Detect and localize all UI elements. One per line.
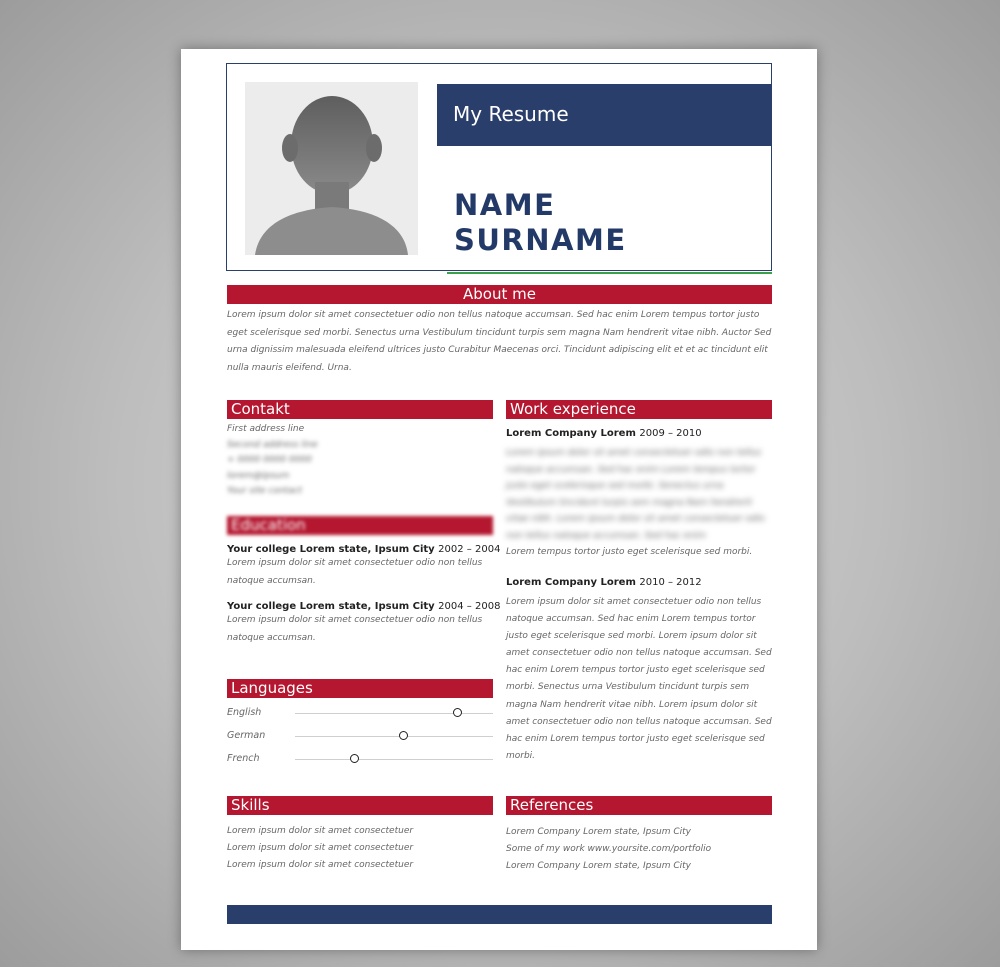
- work-heading: Work experience: [506, 400, 772, 419]
- person-silhouette-icon: [245, 82, 418, 255]
- skills-heading: Skills: [227, 796, 493, 815]
- reference-line: Lorem Company Lorem state, Ipsum City: [506, 827, 691, 837]
- contact-lines: [227, 422, 318, 500]
- language-level-knob[interactable]: [350, 754, 359, 763]
- language-level-knob[interactable]: [399, 731, 408, 740]
- reference-line: Some of my work www.yoursite.com/portfolio: [506, 844, 712, 854]
- reference-line: Lorem Company Lorem state, Ipsum City: [506, 861, 691, 871]
- work-company: Lorem Company Lorem: [506, 428, 636, 439]
- references-heading: References: [506, 796, 772, 815]
- work-entry-blurred-text: Lorem ipsum dolor sit amet consectetuer odio non tellus natoque accumsan. Sed hac enim Lorem tempus tortor justo eget scelerisque sed morbi. Senectus urna Vestibulum tincidunt turpis sem magna Nam hendrerit vitae nibh. Lorem ipsum dolor sit amet consectetuer odio non tellus natoque accumsan. Sed hac enim: [506, 448, 765, 541]
- first-name: NAME: [454, 188, 556, 222]
- language-label: German: [227, 730, 266, 741]
- skill-line: Lorem ipsum dolor sit amet consectetuer: [227, 826, 414, 836]
- contact-line: + 0000 0000 0000: [227, 455, 312, 465]
- about-text: Lorem ipsum dolor sit amet consectetuer odio non tellus natoque accumsan. Sed hac enim Lorem tempus tortor justo eget scelerisque sed morbi. Senectus urna Vestibulum tincidunt turpis sem magna Nam hendrerit vitae nibh. Auctor Sed urna dignissim malesuada eleifend ultrices justo Curabitur Maecenas orci. Tincidunt adipiscing elit et et ac tincidunt elit nulla mauris eleifend. Urna.: [227, 310, 772, 373]
- skill-line: Lorem ipsum dolor sit amet consectetuer: [227, 843, 414, 853]
- work-company: Lorem Company Lorem: [506, 577, 636, 588]
- skill-line: Lorem ipsum dolor sit amet consectetuer: [227, 860, 414, 870]
- education-entry: [227, 601, 501, 647]
- contact-line: Second address line: [227, 439, 318, 450]
- about-heading: About me: [227, 285, 772, 304]
- last-name: SURNAME: [454, 223, 627, 257]
- profile-photo-placeholder: [245, 82, 418, 255]
- work-entry-head: [506, 577, 776, 588]
- language-level-knob[interactable]: [453, 708, 462, 717]
- education-school: Your college Lorem state, Ipsum City: [227, 544, 435, 555]
- contact-line: Your site contact: [227, 486, 303, 496]
- work-entry-head: [506, 428, 776, 439]
- footer-bar: [227, 905, 772, 924]
- language-level-track: [295, 713, 493, 714]
- language-level-track: [295, 736, 493, 737]
- education-school: Your college Lorem state, Ipsum City: [227, 601, 435, 612]
- language-row: [227, 707, 493, 730]
- language-level-track: [295, 759, 493, 760]
- contact-line: First address line: [227, 424, 305, 434]
- languages-heading: Languages: [227, 679, 493, 698]
- education-entry-text: Lorem ipsum dolor sit amet consectetuer odio non tellus natoque accumsan.: [227, 615, 483, 643]
- work-entry: [506, 428, 776, 561]
- work-years: 2009 – 2010: [639, 428, 702, 439]
- resume-title-banner: My Resume: [437, 84, 772, 146]
- work-entry-text: Lorem ipsum dolor sit amet consectetuer odio non tellus natoque accumsan. Sed hac enim Lorem tempus tortor justo eget scelerisque sed morbi. Lorem ipsum dolor sit amet consectetuer odio non tellus natoque accumsan. Sed hac enim Lorem tempus tortor justo eget scelerisque sed morbi. Senectus urna Vestibulum tincidunt turpis sem magna Nam hendrerit vitae nibh. Lorem ipsum dolor sit amet consectetuer odio non tellus natoque accumsan. Sed hac enim Lorem tempus tortor justo eget scelerisque sed morbi.: [506, 597, 772, 761]
- contact-line: lorem@ipsum: [227, 470, 290, 481]
- language-label: French: [227, 753, 260, 764]
- references-lines: [506, 824, 711, 875]
- education-entry-head: [227, 544, 501, 555]
- language-label: English: [227, 707, 262, 718]
- header-accent-line: [447, 272, 772, 274]
- education-entry-head: [227, 601, 501, 612]
- language-row: [227, 753, 493, 776]
- full-name: [454, 188, 627, 258]
- language-row: [227, 730, 493, 753]
- work-entry-text: Lorem tempus tortor justo eget scelerisque sed morbi.: [506, 547, 753, 557]
- work-entry: [506, 577, 776, 765]
- education-entry: [227, 544, 501, 590]
- education-entry-text: Lorem ipsum dolor sit amet consectetuer odio non tellus natoque accumsan.: [227, 558, 483, 586]
- work-years: 2010 – 2012: [639, 577, 702, 588]
- education-heading: Education: [227, 516, 493, 535]
- contact-heading: Contakt: [227, 400, 493, 419]
- education-years: 2004 – 2008: [438, 601, 501, 612]
- languages-list: [227, 707, 493, 776]
- skills-lines: [227, 823, 413, 874]
- resume-sheet: [181, 49, 817, 950]
- education-years: 2002 – 2004: [438, 544, 501, 555]
